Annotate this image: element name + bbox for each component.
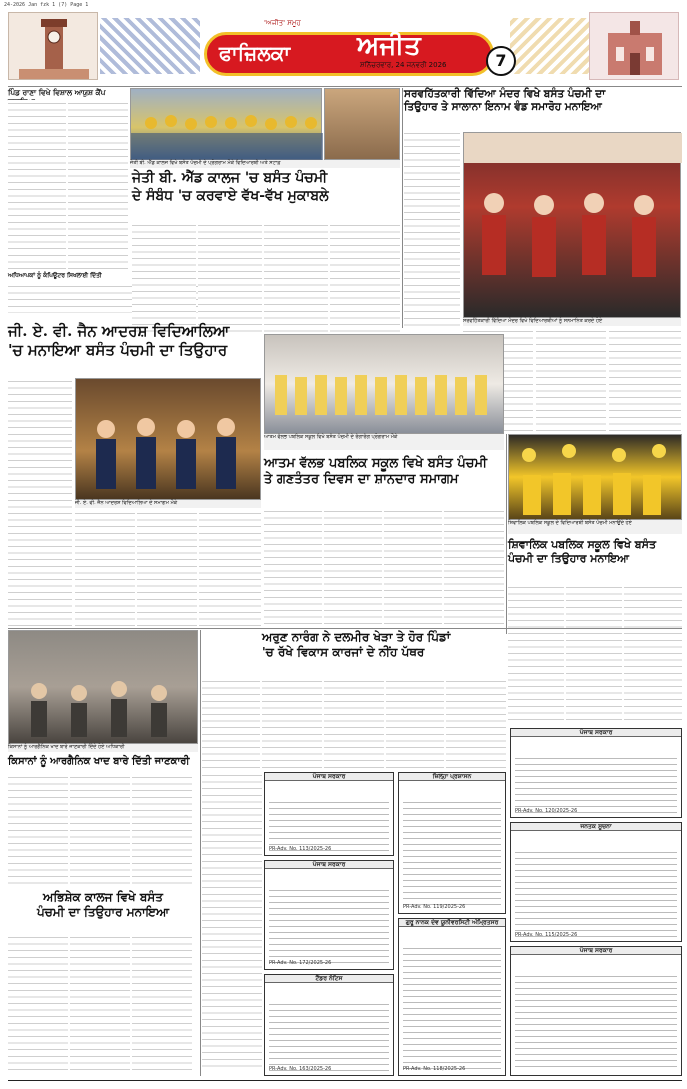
masthead-banner <box>204 32 494 76</box>
photo-jain-school <box>75 378 261 500</box>
story-teacher-headline: ਅਧਿਆਪਕਾਂ ਨੂੰ ਕੰਪਿਊਟਰ ਸਿਖਲਾਈ ਦਿੱਤੀ <box>8 272 102 279</box>
divider-vertical-1 <box>402 88 403 328</box>
ad-tender-notice: ਟੈਂਡਰ ਨੋਟਿਸ PR-Adv. No. 163/2025-26 <box>264 974 394 1076</box>
print-line: 24-2026 Jan fzk 1 (7) Page 1 <box>4 2 89 8</box>
story-abhishek-col2 <box>70 934 130 1074</box>
story-jain-col2 <box>75 510 135 626</box>
jeti-photo-caption: ਜੇਤੀ ਬੀ. ਐੱਡ ਕਾਲਜ ਵਿਖੇ ਬਸੰਤ ਪੰਚਮੀ ਦੇ ਪ੍ਰੋਗਰਾਮ ਮੌਕੇ ਵਿਦਿਆਰਥੀ ਅਤੇ ਸਟਾਫ਼ <box>130 160 400 168</box>
ad-punjab-govt-1: ਪੰਜਾਬ ਸਰਕਾਰ PR-Adv. No. 113/2025-26 <box>264 772 394 856</box>
story-sarvhitkari-col4 <box>609 328 681 432</box>
photo-shivalik-students <box>508 434 682 520</box>
shivalik-photo-caption: ਸ਼ਿਵਾਲਿਕ ਪਬਲਿਕ ਸਕੂਲ ਦੇ ਵਿਦਿਆਰਥੀ ਬਸੰਤ ਪੰਚਮੀ ਮਨਾਉਂਦੇ ਹੋਏ <box>508 520 682 534</box>
divider-vertical-2 <box>506 434 507 634</box>
story-jeti-headline: ਜੇਤੀ ਬੀ. ਐੱਡ ਕਾਲਜ 'ਚ ਬਸੰਤ ਪੰਚਮੀ ਦੇ ਸੰਬੰਧ 'ਚ ਕਰਵਾਏ ਵੱਖ-ਵੱਖ ਮੁਕਾਬਲੇ <box>132 170 329 204</box>
photo-farmers-meeting <box>8 630 198 744</box>
photo-atam-vallabh-students <box>264 334 504 434</box>
story-arun-col3 <box>386 678 444 768</box>
atam-photo-caption: ਆਤਮ ਵੱਲਭ ਪਬਲਿਕ ਸਕੂਲ ਵਿਖੇ ਬਸੰਤ ਪੰਚਮੀ ਦੇ ਰੰਗਾਰੰਗ ਪ੍ਰੋਗਰਾਮ ਮੌਕੇ <box>264 434 504 450</box>
story-abhishek-col4 <box>202 772 262 1072</box>
story-jain-col3 <box>137 510 197 626</box>
story-atam-headline: ਆਤਮ ਵੱਲਭ ਪਬਲਿਕ ਸਕੂਲ ਵਿਖੇ ਬਸੰਤ ਪੰਚਮੀ ਤੇ ਗਣਤੰਤਰ ਦਿਵਸ ਦਾ ਸ਼ਾਨਦਾਰ ਸਮਾਗਮ <box>264 456 487 488</box>
farmers-photo-caption: ਕਿਸਾਨਾਂ ਨੂੰ ਆਰਗੈਨਿਕ ਖਾਦ ਬਾਰੇ ਜਾਣਕਾਰੀ ਦਿੰਦੇ ਹੋਏ ਅਧਿਕਾਰੀ <box>8 744 198 752</box>
story-jeti-col3 <box>264 222 328 332</box>
story-shivalik-headline: ਸ਼ਿਵਾਲਿਕ ਪਬਲਿਕ ਸਕੂਲ ਵਿਖੇ ਬਸੰਤ ਪੰਚਮੀ ਦਾ ਤਿਉਹਾਰ ਮਨਾਇਆ <box>508 538 657 565</box>
story-jain-col4 <box>199 510 261 626</box>
ad-public-notice: ਜਨਤਕ ਸੂਚਨਾ PR-Adv. No. 115/2025-26 <box>510 822 682 942</box>
story-arun-col0 <box>202 678 260 768</box>
divider-top <box>8 86 682 87</box>
story-farmers-headline: ਕਿਸਾਨਾਂ ਨੂੰ ਆਰਗੈਨਿਕ ਖਾਦ ਬਾਰੇ ਦਿੱਤੀ ਜਾਣਕਾਰੀ <box>8 756 190 767</box>
divider-bottom <box>8 1080 682 1081</box>
story-sarvhitkari-headline: ਸਰਵਹਿੱਤਕਾਰੀ ਵਿੱਦਿਆ ਮੰਦਰ ਵਿਖੇ ਬਸੰਤ ਪੰਚਮੀ ਦਾ ਤਿਉਹਾਰ ਤੇ ਸਾਲਾਨਾ ਇਨਾਮ ਵੰਡ ਸਮਾਰੋਹ ਮਨਾਇਆ <box>404 88 606 114</box>
story-shivalik-col3 <box>624 584 682 724</box>
story-atam-col2 <box>324 508 382 626</box>
masthead <box>8 12 679 82</box>
divider-vertical-3 <box>200 630 201 1076</box>
story-shivalik-col1 <box>508 584 564 724</box>
story-camp-col2 <box>68 100 128 270</box>
ad-bottom-right: ਪੰਜਾਬ ਸਰਕਾਰ <box>510 946 682 1076</box>
story-arun-headline: ਅਰੁਣ ਨਾਰੰਗ ਨੇ ਦਲਮੀਰ ਖੇੜਾ ਤੇ ਹੋਰ ਪਿੰਡਾਂ 'ਚ ਰੱਖੇ ਵਿਕਾਸ ਕਾਰਜਾਂ ਦੇ ਨੀਂਹ ਪੱਥਰ <box>262 630 451 659</box>
edition-label: 'ਅਜੀਤ' ਸਮੂਹ <box>258 18 307 29</box>
sarvhitkari-photo-caption: ਸਰਵਹਿੱਤਕਾਰੀ ਵਿੱਦਿਆ ਮੰਦਰ ਵਿਖੇ ਵਿਦਿਆਰਥੀਆਂ ਨੂੰ ਸਨਮਾਨਿਤ ਕਰਦੇ ਹੋਏ <box>463 318 681 326</box>
ad-notice-top-right: ਪੰਜਾਬ ਸਰਕਾਰ PR-Adv. No. 120/2025-26 <box>510 728 682 818</box>
ad-district-admin: ਜ਼ਿਲ੍ਹਾ ਪ੍ਰਸ਼ਾਸਨ PR-Adv. No. 119/2025-26 <box>398 772 506 914</box>
city-name: ਫਾਜ਼ਿਲਕਾ <box>219 41 291 65</box>
story-atam-col3 <box>384 508 442 626</box>
story-arun-col2 <box>324 678 384 768</box>
issue-date: ਸ਼ਨਿੱਚਰਵਾਰ, 24 ਜਨਵਰੀ 2026 <box>360 61 447 69</box>
story-jain-col1 <box>8 378 72 626</box>
ad-punjab-govt-2: ਪੰਜਾਬ ਸਰਕਾਰ PR-Adv. No. 172/2025-26 <box>264 860 394 970</box>
story-jain-headline: ਜੀ. ਏ. ਵੀ. ਜੈਨ ਆਦਰਸ਼ ਵਿਦਿਆਲਿਆ 'ਚ ਮਨਾਇਆ ਬਸੰਤ ਪੰਚਮੀ ਦਾ ਤਿਉਹਾਰ <box>8 322 230 359</box>
story-abhishek-col3 <box>132 934 192 1074</box>
divider-middle <box>8 628 682 629</box>
story-abhishek-col1 <box>8 934 68 1074</box>
story-jeti-col2 <box>198 222 262 332</box>
story-jeti-col1 <box>132 222 196 332</box>
ad-gndu: ਗੁਰੂ ਨਾਨਕ ਦੇਵ ਯੂਨੀਵਰਸਿਟੀ ਅੰਮ੍ਰਿਤਸਰ PR-Adv. No. 118/2025-26 <box>398 918 506 1076</box>
story-sarvhitkari-col1 <box>404 130 460 330</box>
story-farmers-col1 <box>8 774 68 886</box>
story-arun-col1 <box>262 678 322 768</box>
story-farmers-col2 <box>70 774 130 886</box>
clock-tower-illustration <box>8 12 98 80</box>
story-camp-headline: ਪਿੰਡ ਰਾਣਾ ਵਿਖੇ ਵਿਸ਼ਾਲ ਆਯੁਸ਼ ਕੈਂਪ <box>8 88 106 97</box>
photo-jeti-event <box>324 88 400 160</box>
story-camp-col1 <box>8 100 66 270</box>
story-shivalik-col2 <box>566 584 622 724</box>
story-atam-col1 <box>264 508 322 626</box>
photo-award-ceremony <box>463 132 681 318</box>
story-sarvhitkari-col3 <box>536 328 606 432</box>
story-farmers-col3 <box>132 774 192 886</box>
story-arun-col4 <box>446 678 506 768</box>
heritage-building-illustration <box>589 12 679 80</box>
story-jeti-col4 <box>330 222 400 332</box>
story-atam-col4 <box>444 508 504 626</box>
page-number: 7 <box>486 46 516 76</box>
story-abhishek-headline: ਅਭਿਸ਼ੇਕ ਕਾਲਜ ਵਿਖੇ ਬਸੰਤ ਪੰਚਮੀ ਦਾ ਤਿਉਹਾਰ ਮਨਾਇਆ <box>36 890 170 919</box>
jain-photo-caption: ਜੀ. ਏ. ਵੀ. ਜੈਨ ਆਦਰਸ਼ ਵਿਦਿਆਲਿਆ ਦੇ ਸਮਾਗਮ ਮੌਕੇ <box>75 500 261 508</box>
group-photo-jeti-college <box>130 88 322 160</box>
paper-name: ਅਜੀਤ <box>357 31 421 61</box>
decorative-pattern-left <box>100 18 200 74</box>
